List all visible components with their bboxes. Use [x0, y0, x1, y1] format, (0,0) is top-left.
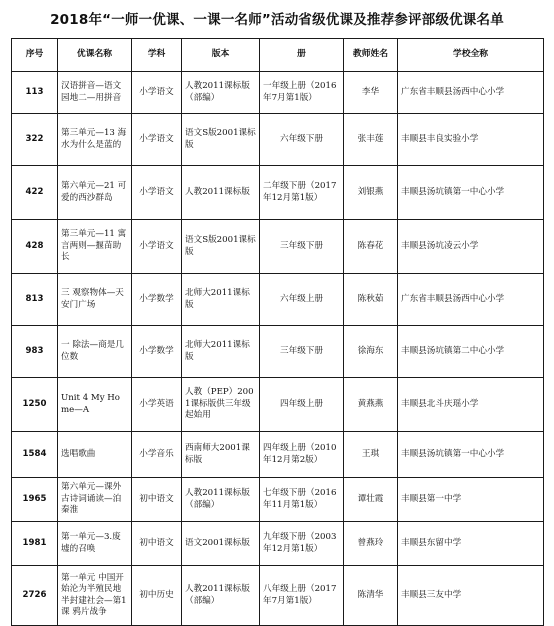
subject-cell: 小学语文	[132, 220, 182, 274]
edition-cell: 语文2001课标版	[182, 522, 260, 566]
table-row	[12, 522, 544, 566]
volume-cell: 六年级上册	[260, 274, 344, 326]
edition-cell: 北师大2011课标版	[182, 274, 260, 326]
volume-cell: 三年级下册	[260, 326, 344, 378]
table-row	[12, 220, 544, 274]
header-school: 学校全称	[398, 39, 544, 72]
volume-cell: 八年级上册（2017年7月第1版）	[260, 566, 344, 626]
edition-cell: 语文S版2001课标版	[182, 114, 260, 166]
table-row	[12, 432, 544, 478]
subject-cell: 初中历史	[132, 566, 182, 626]
table-row	[12, 166, 544, 220]
teacher-cell: 陈清华	[344, 566, 398, 626]
school-cell: 丰顺县第一中学	[398, 478, 544, 522]
course-name-cell: 第三单元—11 寓言两则—揠苗助长	[58, 220, 132, 274]
course-name-cell: 三 观察物体—天安门广场	[58, 274, 132, 326]
table-row	[12, 326, 544, 378]
edition-cell: 西南师大2001课标版	[182, 432, 260, 478]
volume-cell: 九年级下册（2003年12月第1版）	[260, 522, 344, 566]
edition-cell: 人教2011课标版（部编）	[182, 566, 260, 626]
school-cell: 丰顺县汤坑镇第二中心小学	[398, 326, 544, 378]
page-title: 2018年“一师一优课、一课一名师”活动省级优课及推荐参评部级优课名单	[50, 12, 504, 28]
seq-cell: 813	[12, 274, 58, 326]
volume-cell: 七年级下册（2016年11月第1版）	[260, 478, 344, 522]
teacher-cell: 陈春花	[344, 220, 398, 274]
subject-cell: 初中语文	[132, 478, 182, 522]
seq-cell: 322	[12, 114, 58, 166]
teacher-cell: 王琪	[344, 432, 398, 478]
teacher-cell: 陈秋茹	[344, 274, 398, 326]
school-cell: 丰顺县汤坑凌云小学	[398, 220, 544, 274]
seq-cell: 1981	[12, 522, 58, 566]
edition-cell: 语文S版2001课标版	[182, 220, 260, 274]
edition-cell: 北师大2011课标版	[182, 326, 260, 378]
subject-cell: 小学语文	[132, 72, 182, 114]
seq-cell: 113	[12, 72, 58, 114]
school-cell: 丰顺县北斗庆瑶小学	[398, 378, 544, 432]
table-row	[12, 478, 544, 522]
table-header-row	[12, 39, 544, 72]
header-seq: 序号	[12, 39, 58, 72]
subject-cell: 小学英语	[132, 378, 182, 432]
course-name-cell: Unit 4 My Home—A	[58, 378, 132, 432]
table-row	[12, 114, 544, 166]
edition-cell: 人教（PEP）2001课标版供三年级起始用	[182, 378, 260, 432]
subject-cell: 小学语文	[132, 114, 182, 166]
header-volume: 册	[260, 39, 344, 72]
seq-cell: 422	[12, 166, 58, 220]
subject-cell: 小学数学	[132, 326, 182, 378]
edition-cell: 人教2011课标版（部编）	[182, 72, 260, 114]
volume-cell: 一年级上册（2016年7月第1版）	[260, 72, 344, 114]
course-name-cell: 第六单元—课外古诗词诵读—泊秦淮	[58, 478, 132, 522]
edition-cell: 人教2011课标版	[182, 166, 260, 220]
seq-cell: 428	[12, 220, 58, 274]
teacher-cell: 谭壮霞	[344, 478, 398, 522]
seq-cell: 1250	[12, 378, 58, 432]
volume-cell: 二年级下册（2017年12月第1版）	[260, 166, 344, 220]
school-cell: 丰顺县三友中学	[398, 566, 544, 626]
seq-cell: 1965	[12, 478, 58, 522]
teacher-cell: 李华	[344, 72, 398, 114]
header-edition: 版本	[182, 39, 260, 72]
header-subject: 学科	[132, 39, 182, 72]
teacher-cell: 曾燕玲	[344, 522, 398, 566]
subject-cell: 小学语文	[132, 166, 182, 220]
table-row	[12, 72, 544, 114]
subject-cell: 小学数学	[132, 274, 182, 326]
course-name-cell: 选唱歌曲	[58, 432, 132, 478]
course-name-cell: 第三单元—13 海水为什么是蓝的	[58, 114, 132, 166]
course-name-cell: 汉语拼音—语文园地二—用拼音	[58, 72, 132, 114]
header-teacher: 教师姓名	[344, 39, 398, 72]
subject-cell: 小学音乐	[132, 432, 182, 478]
school-cell: 广东省丰顺县汤西中心小学	[398, 72, 544, 114]
teacher-cell: 刘银燕	[344, 166, 398, 220]
course-name-cell: 第一单元—3.废墟的召唤	[58, 522, 132, 566]
course-name-cell: 一 除法—商是几位数	[58, 326, 132, 378]
teacher-cell: 黄燕燕	[344, 378, 398, 432]
table-row	[12, 378, 544, 432]
seq-cell: 2726	[12, 566, 58, 626]
course-name-cell: 第一单元 中国开始沦为半殖民地半封建社会—第1课 鸦片战争	[58, 566, 132, 626]
school-cell: 丰顺县汤坑镇第一中心小学	[398, 166, 544, 220]
school-cell: 丰顺县汤坑镇第一中心小学	[398, 432, 544, 478]
edition-cell: 人教2011课标版（部编）	[182, 478, 260, 522]
table-row	[12, 274, 544, 326]
volume-cell: 三年级下册	[260, 220, 344, 274]
subject-cell: 初中语文	[132, 522, 182, 566]
school-cell: 丰顺县东留中学	[398, 522, 544, 566]
header-name: 优课名称	[58, 39, 132, 72]
school-cell: 广东省丰顺县汤西中心小学	[398, 274, 544, 326]
course-name-cell: 第六单元—21 可爱的西沙群岛	[58, 166, 132, 220]
volume-cell: 六年级下册	[260, 114, 344, 166]
volume-cell: 四年级上册	[260, 378, 344, 432]
seq-cell: 983	[12, 326, 58, 378]
volume-cell: 四年级上册（2010年12月第2版）	[260, 432, 344, 478]
school-cell: 丰顺县丰良实验小学	[398, 114, 544, 166]
table-row	[12, 566, 544, 626]
teacher-cell: 张丰莲	[344, 114, 398, 166]
teacher-cell: 徐海东	[344, 326, 398, 378]
seq-cell: 1584	[12, 432, 58, 478]
course-list-table	[11, 38, 544, 626]
